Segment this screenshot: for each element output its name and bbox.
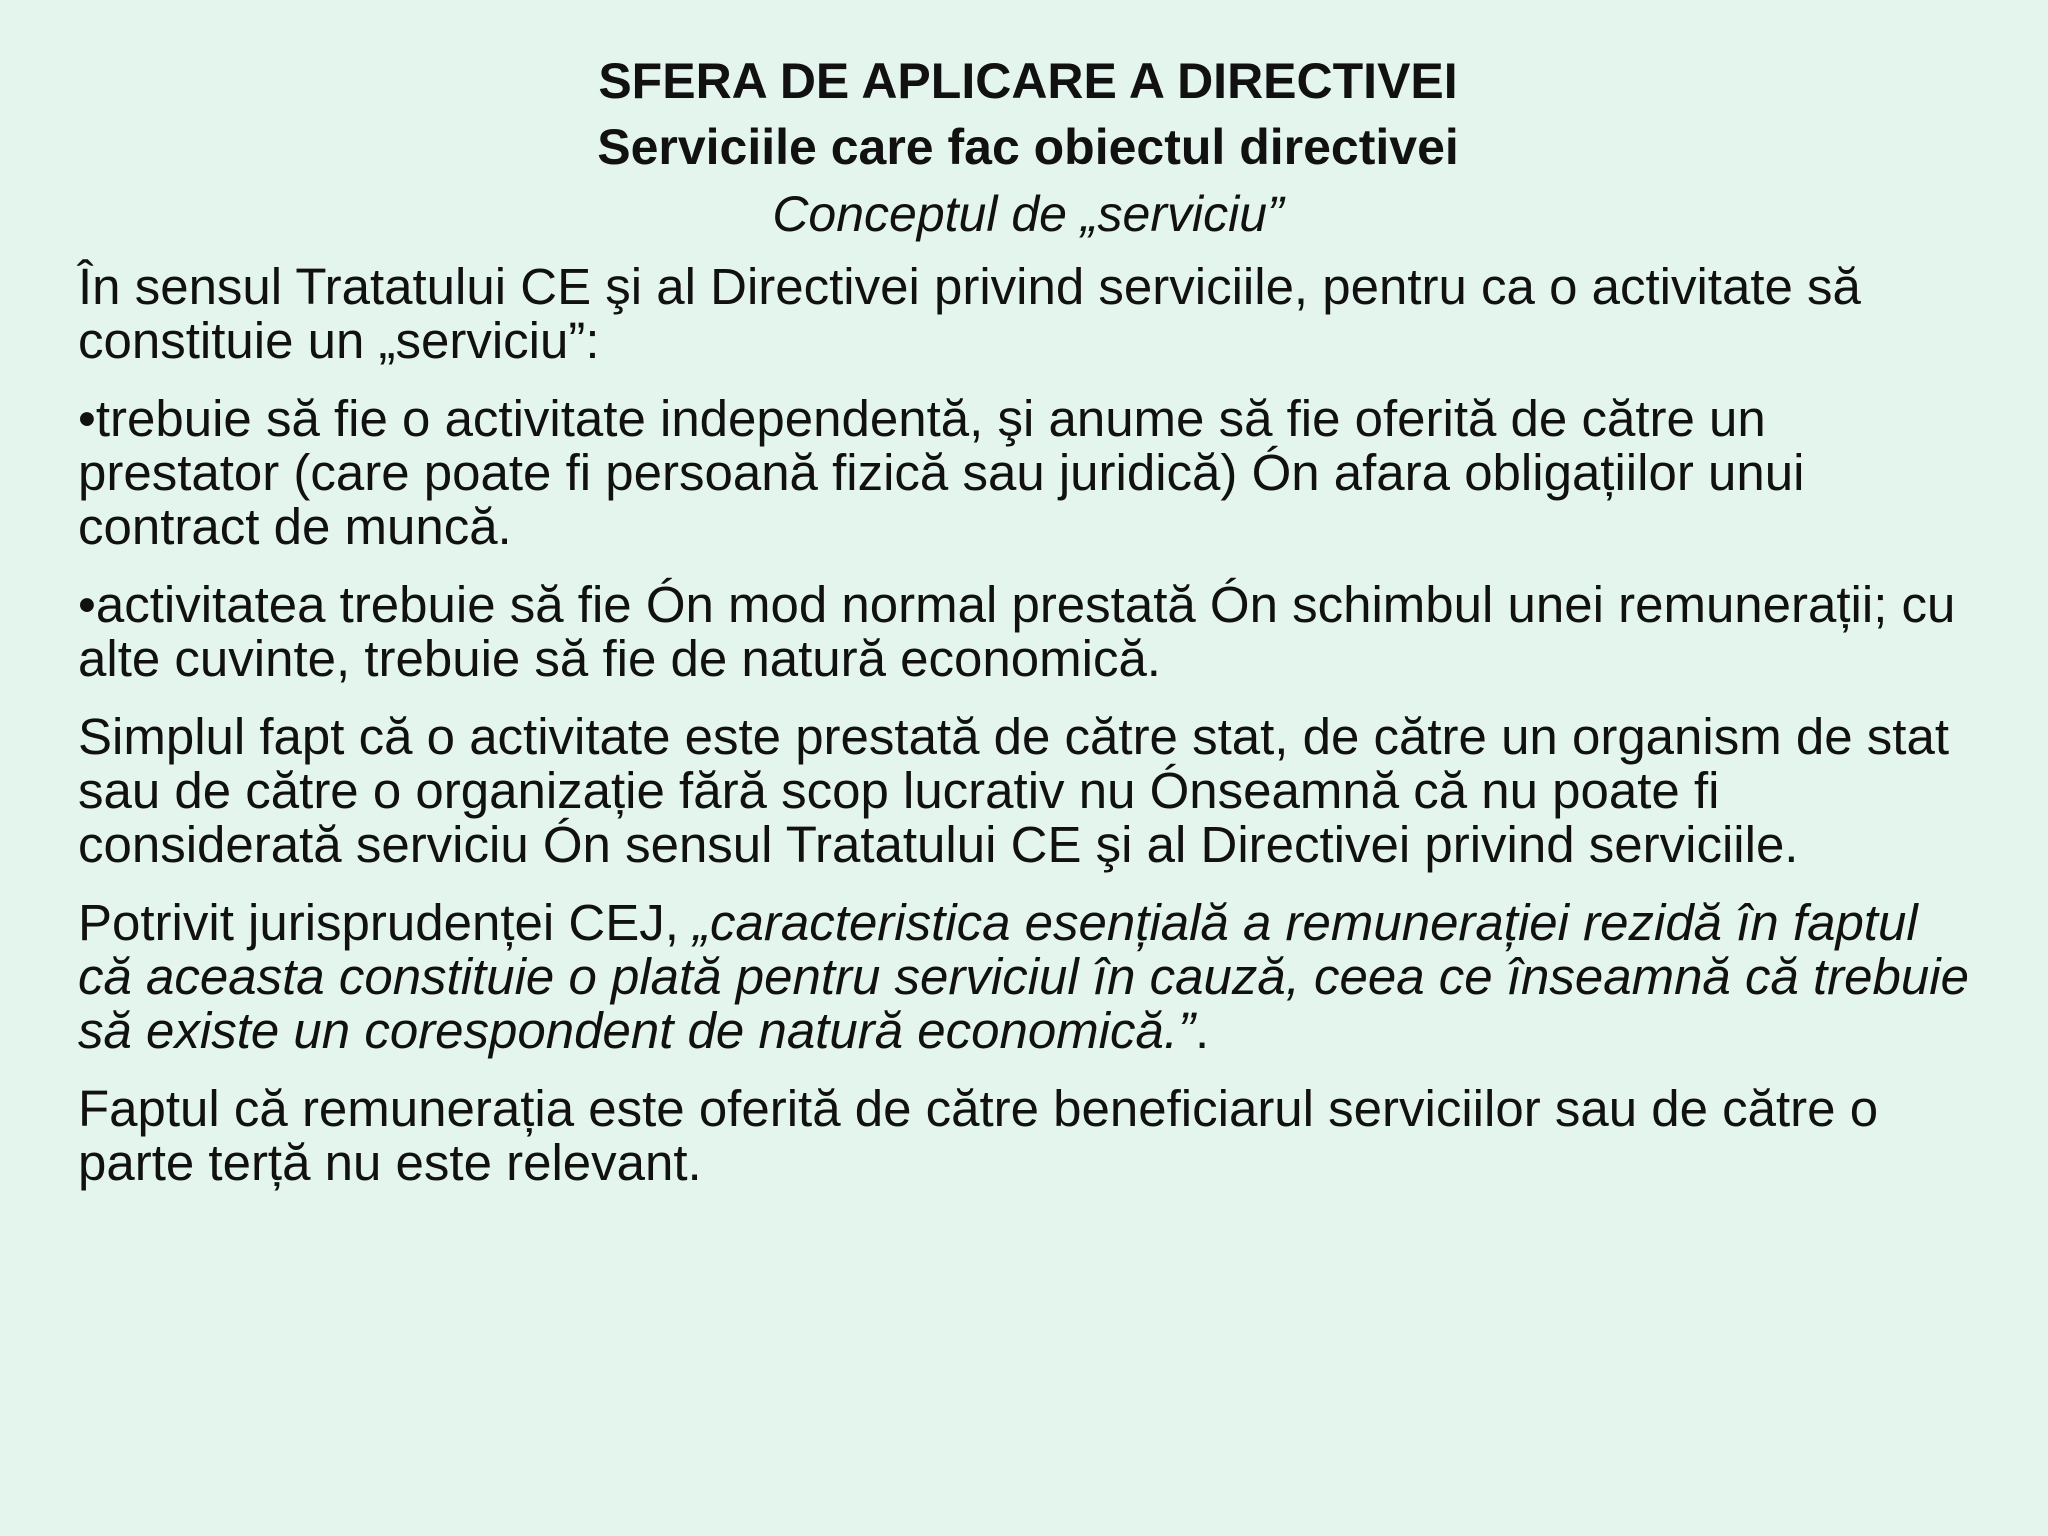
jurisprudence-lead: Potrivit jurisprudenței CEJ, [78,894,694,951]
intro-paragraph: În sensul Tratatului CE şi al Directivei privind serviciile, pentru ca o activitate să constituie un „serviciu”: [78,258,1861,369]
jurisprudence-paragraph [78,896,1978,1058]
bullet-independent-activity: •trebuie să fie o activitate independentă, şi anume să fie oferită de către un prestator (care poate fi persoană fizică sau juridică) Ón afara obligațiilor unui contract de muncă. [78,390,1805,555]
third-party-paragraph: Faptul că remunerația este oferită de către beneficiarul serviciilor sau de către o parte terță nu este relevant. [78,1080,1879,1191]
slide-header [78,48,1978,248]
slide-body [78,260,1978,1190]
concept-heading: Conceptul de „serviciu” [772,186,1284,242]
bullet-remuneration: •activitatea trebuie să fie Ón mod normal prestată Ón schimbul unei remunerații; cu alte cuvinte, trebuie să fie de natură economică. [78,576,1956,687]
slide-subtitle: Serviciile care fac obiectul directivei [597,119,1459,175]
jurisprudence-end: . [1195,1002,1210,1059]
state-paragraph: Simplul fapt că o activitate este prestată de către stat, de către un organism de stat sau de către o organizație fără scop lucrativ nu Ónseamnă că nu poate fi considerată serviciu Ón sensul Tratatului CE şi al Directivei privind serviciile. [78,708,1949,873]
jurisprudence-quote: „caracteristica esențială a remunerației rezidă în faptul că aceasta constituie o plată pentru serviciul în cauză, ceea ce înseamnă că trebuie să existe un corespondent de natură economică.” [78,894,1969,1059]
slide-title: SFERA DE APLICARE A DIRECTIVEI [598,53,1458,109]
